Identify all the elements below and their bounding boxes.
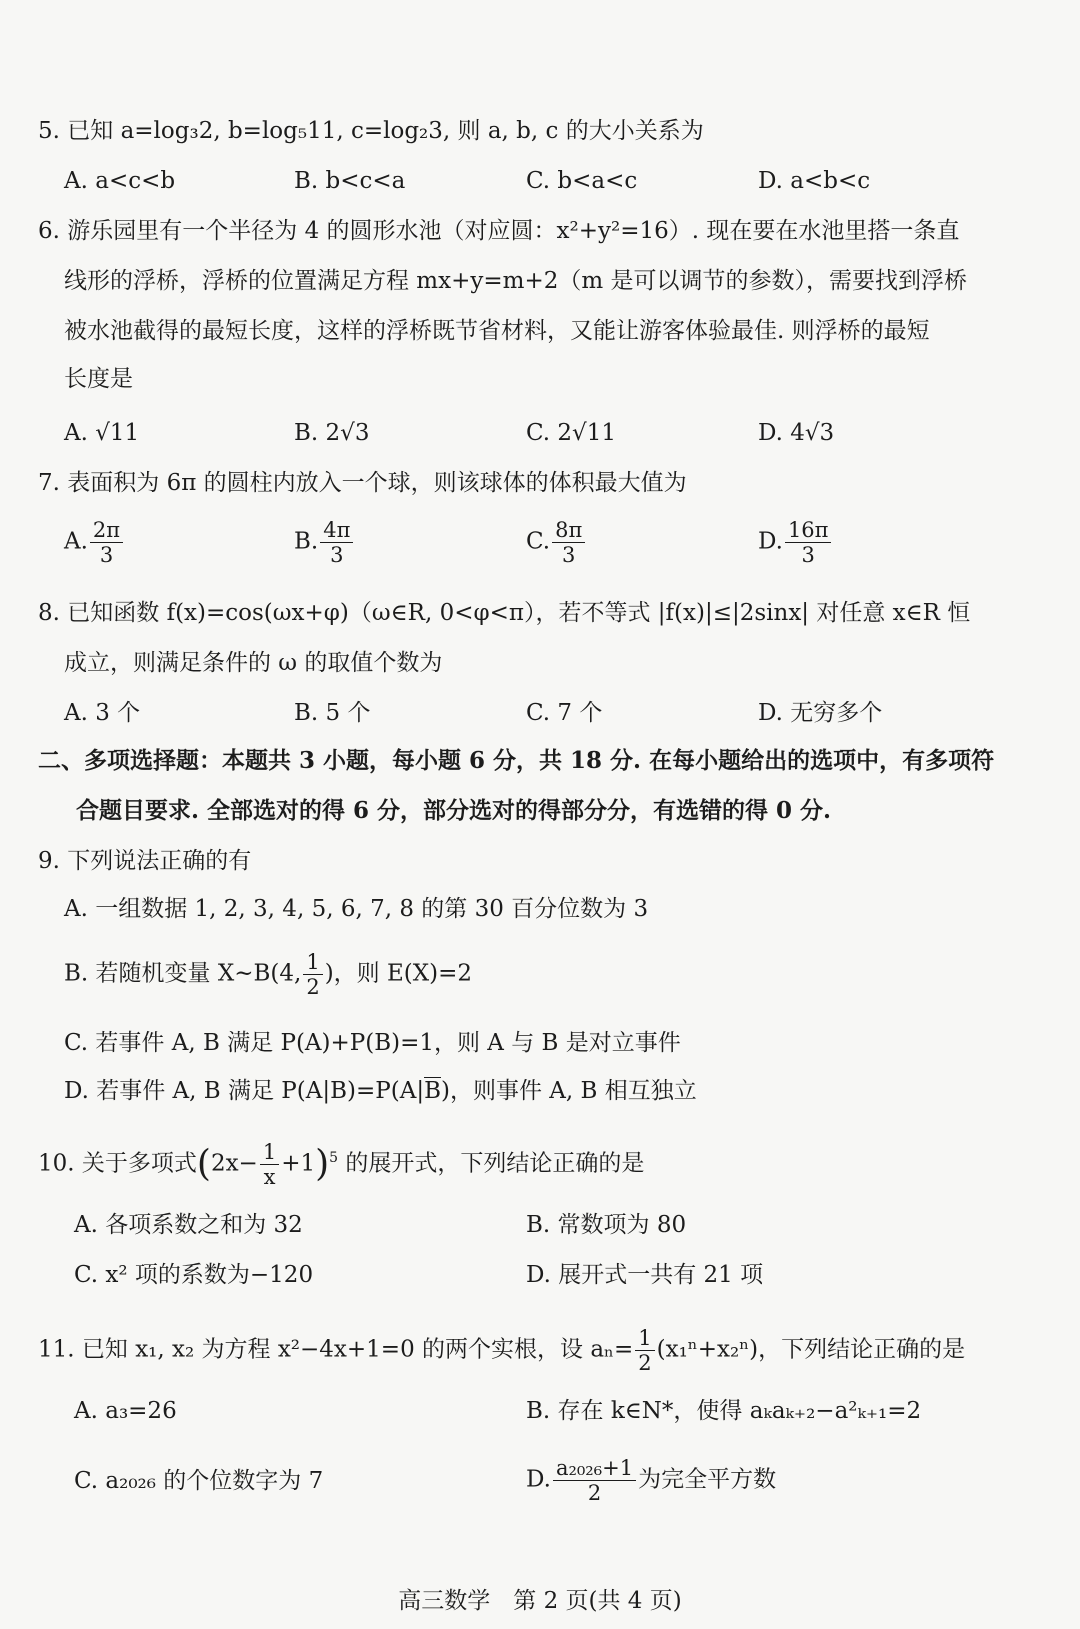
q7-stem: 7. 表面积为 6π 的圆柱内放入一个球，则该球体的体积最大值为 (38, 470, 687, 496)
q7-option-c-fraction (552, 518, 585, 567)
q11-suffix: (x₁ⁿ+x₂ⁿ)，下列结论正确的是 (656, 1336, 966, 1363)
q7-option-b-fraction (320, 518, 353, 567)
q7-option-c-label: C. (526, 528, 551, 555)
q6-option-b: B. 2√3 (294, 420, 370, 446)
q6-stem-line-2: 线形的浮桥，浮桥的位置满足方程 mx+y=m+2（m 是可以调节的参数），需要找到浮桥 (64, 268, 967, 294)
q6-stem-line-1: 6. 游乐园里有一个半径为 4 的圆形水池（对应圆：x²+y²=16）. 现在要在水池里搭一条直 (38, 218, 960, 244)
q11-option-d-denominator: 2 (587, 1481, 602, 1505)
q10-option-a: A. 各项系数之和为 32 (74, 1212, 303, 1238)
q11-option-d-numerator: a₂₀₂₆+1 (553, 1456, 636, 1481)
q5-option-a: A. a<c<b (64, 168, 176, 194)
q10-prefix: 10. 关于多项式 (38, 1150, 197, 1177)
q7-option-c (526, 518, 587, 567)
q10-option-b: B. 常数项为 80 (526, 1212, 687, 1238)
q7-option-d-fraction (785, 518, 832, 567)
q7-option-b-denominator: 3 (330, 543, 344, 567)
q9-option-b-suffix: )，则 E(X)=2 (324, 960, 472, 987)
q10-right-paren: ) (315, 1143, 330, 1185)
q10-expr-b: +1 (281, 1150, 316, 1177)
q11-option-d-fraction (553, 1456, 636, 1505)
q5-option-d: D. a<b<c (758, 168, 871, 194)
q9-option-b-denominator: 2 (306, 975, 320, 999)
q10-option-d: D. 展开式一共有 21 项 (526, 1262, 764, 1288)
q9-option-a: A. 一组数据 1, 2, 3, 4, 5, 6, 7, 8 的第 30 百分位数为 3 (64, 896, 649, 922)
q7-option-a-numerator: 2π (90, 518, 123, 543)
q11-numerator: 1 (635, 1326, 654, 1351)
q9-option-d-complement-b: B (424, 1078, 441, 1104)
q9-option-d-suffix: )，则事件 A, B 相互独立 (440, 1078, 697, 1104)
q10-option-c: C. x² 项的系数为−120 (74, 1262, 314, 1288)
q7-option-d-denominator: 3 (801, 543, 815, 567)
q11-denominator: 2 (638, 1351, 652, 1375)
q10-numerator: 1 (260, 1140, 279, 1165)
q10-expr-a: 2x− (210, 1150, 258, 1177)
q10-left-paren: ( (196, 1143, 211, 1185)
q10-fraction (260, 1140, 279, 1189)
q11-option-d-suffix: 为完全平方数 (638, 1466, 777, 1493)
q7-option-a (64, 518, 125, 567)
q9-option-b-fraction (303, 950, 322, 999)
q9-option-d (64, 1076, 697, 1106)
q9-option-b (64, 950, 472, 999)
q7-option-a-fraction (90, 518, 123, 567)
q11-stem (38, 1326, 965, 1375)
q6-option-c: C. 2√11 (526, 420, 616, 446)
section2-heading-line-1: 二、多项选择题：本题共 3 小题，每小题 6 分，共 18 分. 在每小题给出的选项中，有多项符 (38, 747, 995, 774)
q6-stem-line-3: 被水池截得的最短长度，这样的浮桥既节省材料，又能让游客体验最佳. 则浮桥的最短 (64, 318, 930, 344)
q7-option-c-denominator: 3 (561, 543, 576, 567)
q7-option-d-numerator: 16π (785, 518, 832, 543)
q5-stem: 5. 已知 a=log₃2, b=log₅11, c=log₂3, 则 a, b, c 的大小关系为 (38, 118, 704, 144)
q6-option-d: D. 4√3 (758, 420, 835, 446)
q11-fraction (635, 1326, 654, 1375)
q11-prefix: 11. 已知 x₁, x₂ 为方程 x²−4x+1=0 的两个实根，设 aₙ= (38, 1336, 634, 1363)
q5-option-b: B. b<c<a (294, 168, 406, 194)
q10-exponent: 5 (329, 1149, 339, 1166)
q9-option-b-prefix: B. 若随机变量 X~B(4, (64, 960, 302, 987)
q8-stem-line-2: 成立，则满足条件的 ω 的取值个数为 (64, 650, 443, 676)
q8-option-c: C. 7 个 (526, 700, 603, 726)
q8-option-d: D. 无穷多个 (758, 700, 883, 726)
q6-option-a: A. √11 (64, 420, 140, 446)
q5-option-c: C. b<a<c (526, 168, 638, 194)
q11-option-b: B. 存在 k∈N*，使得 aₖaₖ₊₂−a²ₖ₊₁=2 (526, 1398, 922, 1424)
q11-option-d-label: D. (526, 1466, 551, 1493)
page-footer: 高三数学 第 2 页(共 4 页) (398, 1588, 682, 1614)
q11-option-c: C. a₂₀₂₆ 的个位数字为 7 (74, 1468, 324, 1494)
q9-option-d-prefix: D. 若事件 A, B 满足 P(A|B)=P(A| (64, 1078, 425, 1104)
q7-option-d (758, 518, 833, 567)
q10-suffix: 的展开式，下列结论正确的是 (345, 1150, 645, 1177)
q11-option-a: A. a₃=26 (74, 1398, 177, 1424)
q8-option-a: A. 3 个 (64, 700, 141, 726)
q7-option-b-numerator: 4π (320, 518, 353, 543)
q7-option-d-label: D. (758, 528, 783, 555)
q7-option-c-numerator: 8π (552, 518, 585, 543)
q10-denominator: x (263, 1165, 276, 1189)
section2-heading-line-2: 合题目要求. 全部选对的得 6 分，部分选对的得部分分，有选错的得 0 分. (76, 797, 832, 824)
q10-stem (38, 1140, 644, 1189)
q9-option-b-numerator: 1 (303, 950, 322, 975)
q7-option-b-label: B. (294, 528, 319, 555)
q11-option-d (526, 1456, 776, 1505)
q9-option-c: C. 若事件 A, B 满足 P(A)+P(B)=1，则 A 与 B 是对立事件 (64, 1030, 681, 1056)
q8-option-b: B. 5 个 (294, 700, 371, 726)
q8-stem-line-1: 8. 已知函数 f(x)=cos(ωx+φ)（ω∈R, 0<φ<π），若不等式 |f(x)|≤|2sinx| 对任意 x∈R 恒 (38, 600, 971, 626)
q9-stem: 9. 下列说法正确的有 (38, 848, 252, 874)
q6-stem-line-4: 长度是 (64, 366, 133, 392)
q7-option-b (294, 518, 355, 567)
q7-option-a-label: A. (64, 528, 88, 555)
q7-option-a-denominator: 3 (99, 543, 114, 567)
